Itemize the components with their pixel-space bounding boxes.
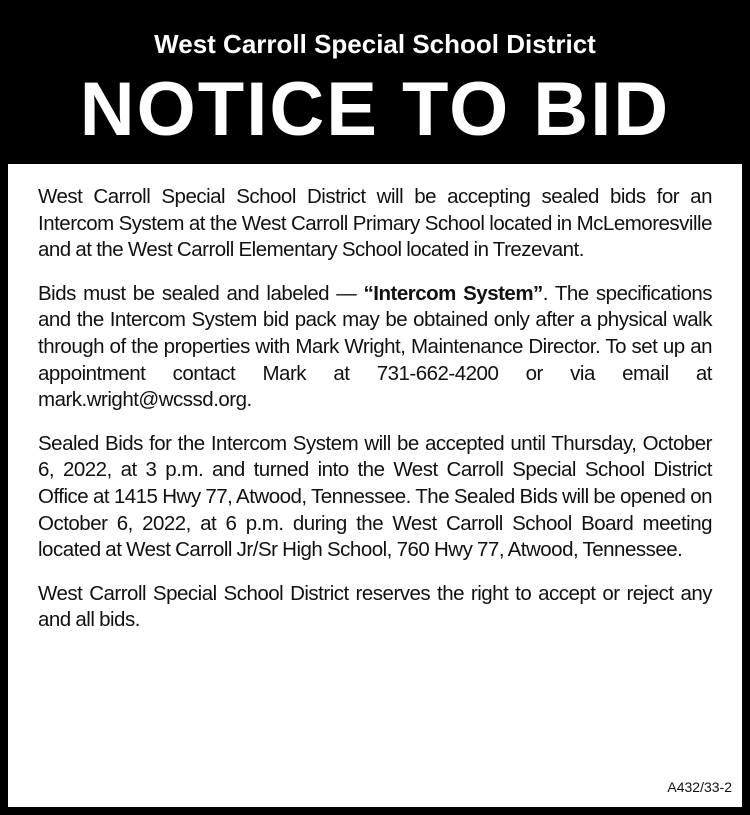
paragraph-labeling: [38, 281, 712, 414]
paragraph-labeling-lead: Bids must be sealed and labeled —: [38, 281, 364, 305]
reference-code: A432/33-2: [667, 779, 732, 795]
organization-name: West Carroll Special School District: [154, 29, 596, 59]
paragraph-intro: West Carroll Special School District will be accepting sealed bids for an Intercom System at the West Carroll Primary School located in McLemoresville and at the West Carroll Elementary School located in Trezevant.: [38, 185, 712, 262]
paragraph-deadline: Sealed Bids for the Intercom System will be accepted until Thursday, October 6, 2022, at 3 p.m. and turned into the West Carroll Special School District Office at 1415 Hwy 77, Atwood, Tennessee. The Sealed Bids will be opened on October 6, 2022, at 6 p.m. during the West Carroll School Board meeting located at West Carroll Jr/Sr High School, 760 Hwy 77, Atwood, Tennessee.: [38, 431, 712, 562]
notice-headline: NOTICE TO BID: [79, 67, 671, 152]
notice-body: [8, 164, 742, 807]
intercom-system-label: “Intercom System”: [363, 281, 543, 305]
paragraph-labeling-rest: . The specifications and the Intercom System bid pack may be obtained only after a physical walk through of the properties with Mark Wright, Maintenance Director. To set up an appointment contact Mark at 731-662-4200 or via email at mark.wright@wcssd.org.: [38, 281, 712, 412]
notice-header: [0, 0, 750, 164]
paragraph-rights: West Carroll Special School District reserves the right to accept or reject any and all bids.: [38, 581, 712, 632]
